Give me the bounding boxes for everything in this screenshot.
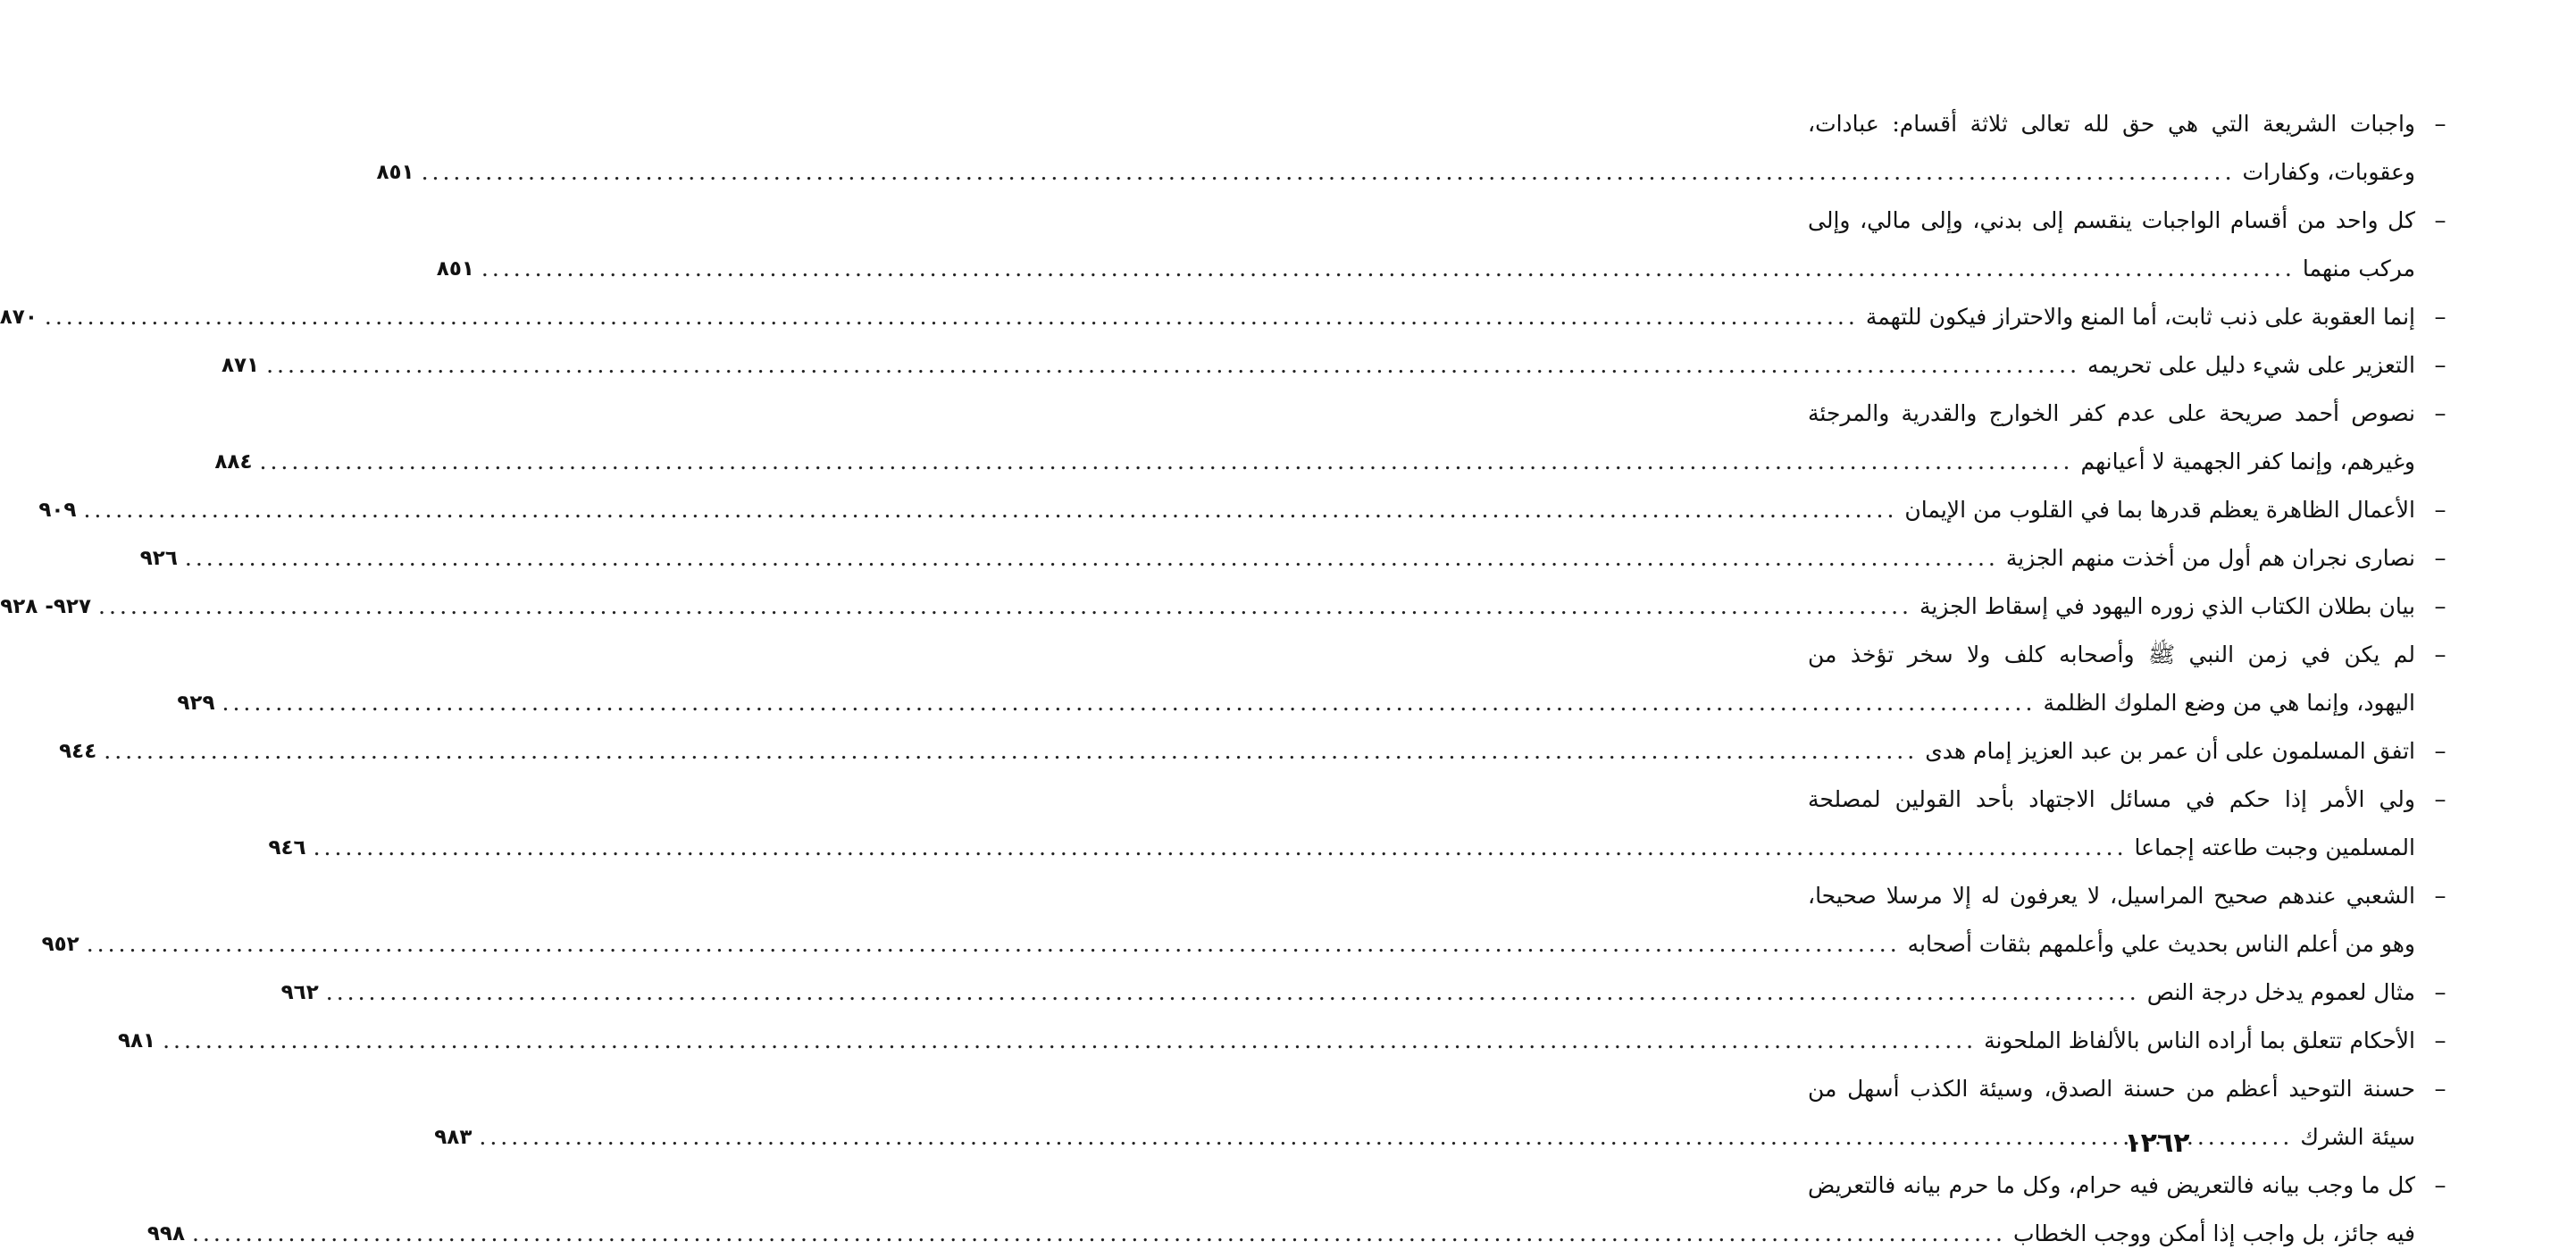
entry-text: وعقوبات، وكفارات	[2242, 159, 2415, 185]
dot-leader	[87, 920, 1901, 969]
entry-page-ref: ٩٩٨	[146, 1222, 185, 1245]
entry-text: مثال لعموم يدخل درجة النص	[2146, 979, 2415, 1005]
entry-last-line	[59, 727, 2415, 776]
entry-dash: –	[2434, 738, 2446, 765]
entry-page-ref: ٩٤٤	[59, 740, 97, 763]
index-list	[0, 100, 2451, 1258]
entry-text-line: كل ما وجب بيانه فالتعريض فيه حرام، وكل ما حرم بيانه فالتعريض	[1808, 1172, 2415, 1198]
entry-text-line: نصوص أحمد صريحة على عدم كفر الخوارج والقدرية والمرجئة	[1808, 400, 2415, 426]
dot-leader	[83, 486, 1897, 534]
entry-dash: –	[2434, 1027, 2446, 1054]
entry-page-ref: ٩٢٩	[177, 692, 215, 715]
entry-dash: –	[2434, 497, 2446, 524]
dot-leader	[45, 293, 1859, 341]
entry-page-ref: ٩٢٦	[139, 547, 178, 570]
entry-last-line	[0, 293, 2415, 341]
index-entry	[117, 1017, 2451, 1065]
entry-last-line	[268, 824, 2415, 872]
entry-dash: –	[2434, 352, 2446, 379]
entry-text: الأعمال الظاهرة يعظم قدرها بما في القلوب من الإيمان	[1904, 497, 2415, 523]
entry-last-line	[221, 341, 2415, 390]
entry-text: المسلمين وجبت طاعته إجماعا	[2134, 834, 2415, 860]
entry-last-line	[139, 534, 2415, 583]
index-entry	[376, 100, 2451, 197]
dot-leader	[422, 148, 2236, 197]
entry-text: اتفق المسلمون على أن عمر بن عبد العزيز إمام هدى	[1925, 738, 2415, 764]
entry-text-line: حسنة التوحيد أعظم من حسنة الصدق، وسيئة الكذب أسهل من	[1808, 1076, 2415, 1102]
entry-page-ref: ٩٨١	[117, 1029, 156, 1053]
index-entry	[38, 486, 2451, 534]
dot-leader	[104, 727, 1918, 776]
entry-page-ref: ٨٧١	[221, 354, 260, 377]
entry-page-ref: ٨٥١	[436, 257, 474, 281]
entry-dash: –	[2434, 593, 2446, 620]
entry-text: إنما العقوبة على ذنب ثابت، أما المنع والاحتراز فيكون للتهمة	[1865, 304, 2415, 330]
entry-page-ref: ٨٧٠	[0, 306, 38, 329]
entry-page-ref: ٩٠٩	[38, 499, 77, 522]
entry-dash: –	[2434, 304, 2446, 331]
dot-leader	[192, 1210, 2006, 1258]
entry-text: الأحكام تتعلق بما أراده الناس بالألفاظ الملحونة	[1984, 1027, 2415, 1053]
entry-text: اليهود، وإنما هي من وضع الملوك الظلمة	[2043, 690, 2415, 716]
entry-page-ref: ٨٨٤	[214, 450, 253, 474]
index-entry	[214, 390, 2451, 486]
entry-last-line	[41, 920, 2415, 969]
entry-text: وهو من أعلم الناس بحديث علي وأعلمهم بثقات أصحابه	[1907, 931, 2415, 957]
index-entry	[268, 776, 2451, 872]
index-entry	[0, 293, 2451, 341]
index-entry	[146, 1162, 2451, 1258]
entry-last-line	[38, 486, 2415, 534]
index-entry	[280, 969, 2451, 1017]
entry-dash: –	[2434, 786, 2446, 813]
entry-text: بيان بطلان الكتاب الذي زوره اليهود في إسقاط الجزية	[1919, 593, 2415, 619]
index-entry	[177, 631, 2451, 727]
entry-page-ref: ٩٨٣	[434, 1126, 473, 1149]
index-entry	[221, 341, 2451, 390]
entry-text: فيه جائز، بل واجب إذا أمكن ووجب الخطاب	[2012, 1220, 2415, 1246]
index-entry	[0, 583, 2451, 631]
entry-text-line: الشعبي عندهم صحيح المراسيل، لا يعرفون له إلا مرسلا صحيحا،	[1808, 883, 2415, 909]
entry-page-ref: ٩٥٢	[41, 933, 79, 956]
entry-page-ref: ٨٥١	[376, 161, 414, 184]
entry-last-line	[177, 679, 2415, 727]
entry-dash: –	[2434, 883, 2446, 910]
entry-dash: –	[2434, 207, 2446, 234]
entry-dash: –	[2434, 1076, 2446, 1103]
index-entry	[59, 727, 2451, 776]
entry-text-line: ولي الأمر إذا حكم في مسائل الاجتهاد بأحد القولين لمصلحة	[1808, 786, 2415, 812]
index-entry	[139, 534, 2451, 583]
entry-page-ref: ٩٢٧- ٩٢٨	[0, 595, 92, 618]
entry-dash: –	[2434, 545, 2446, 572]
dot-leader	[185, 534, 1999, 583]
dot-leader	[98, 583, 1912, 631]
dot-leader	[222, 679, 2037, 727]
dot-leader	[266, 341, 2080, 390]
entry-dash: –	[2434, 642, 2446, 668]
entry-last-line	[117, 1017, 2415, 1065]
page-number: ١٢٦٢	[2124, 1128, 2190, 1159]
entry-last-line	[376, 148, 2415, 197]
entry-last-line	[436, 245, 2415, 293]
dot-leader	[326, 969, 2140, 1017]
dot-leader	[260, 438, 2074, 486]
entry-page-ref: ٩٤٦	[268, 836, 306, 860]
dot-leader	[481, 245, 2296, 293]
entry-page-ref: ٩٦٢	[280, 981, 319, 1004]
entry-text-line: واجبات الشريعة التي هي حق لله تعالى ثلاثة أقسام: عبادات،	[1808, 111, 2415, 137]
index-entry	[436, 197, 2451, 293]
dot-leader	[163, 1017, 1977, 1065]
entry-text-line: لم يكن في زمن النبي ﷺ وأصحابه كلف ولا سخر تؤخذ من	[1808, 642, 2415, 667]
entry-text: وغيرهم، وإنما كفر الجهمية لا أعيانهم	[2080, 449, 2415, 474]
entry-text-line: كل واحد من أقسام الواجبات ينقسم إلى بدني، وإلى مالي، وإلى	[1808, 207, 2415, 233]
entry-last-line	[280, 969, 2415, 1017]
entry-last-line	[214, 438, 2415, 486]
entry-dash: –	[2434, 979, 2446, 1006]
entry-text: مركب منهما	[2302, 256, 2415, 281]
entry-dash: –	[2434, 400, 2446, 427]
dot-leader	[314, 824, 2128, 872]
entry-text: سيئة الشرك	[2300, 1124, 2415, 1150]
entry-text: التعزير على شيء دليل على تحريمه	[2087, 352, 2415, 378]
index-entry	[41, 872, 2451, 969]
entry-dash: –	[2434, 111, 2446, 138]
entry-last-line	[0, 583, 2415, 631]
entry-text: نصارى نجران هم أول من أخذت منهم الجزية	[2005, 545, 2415, 571]
entry-last-line	[146, 1210, 2415, 1258]
entry-dash: –	[2434, 1172, 2446, 1199]
